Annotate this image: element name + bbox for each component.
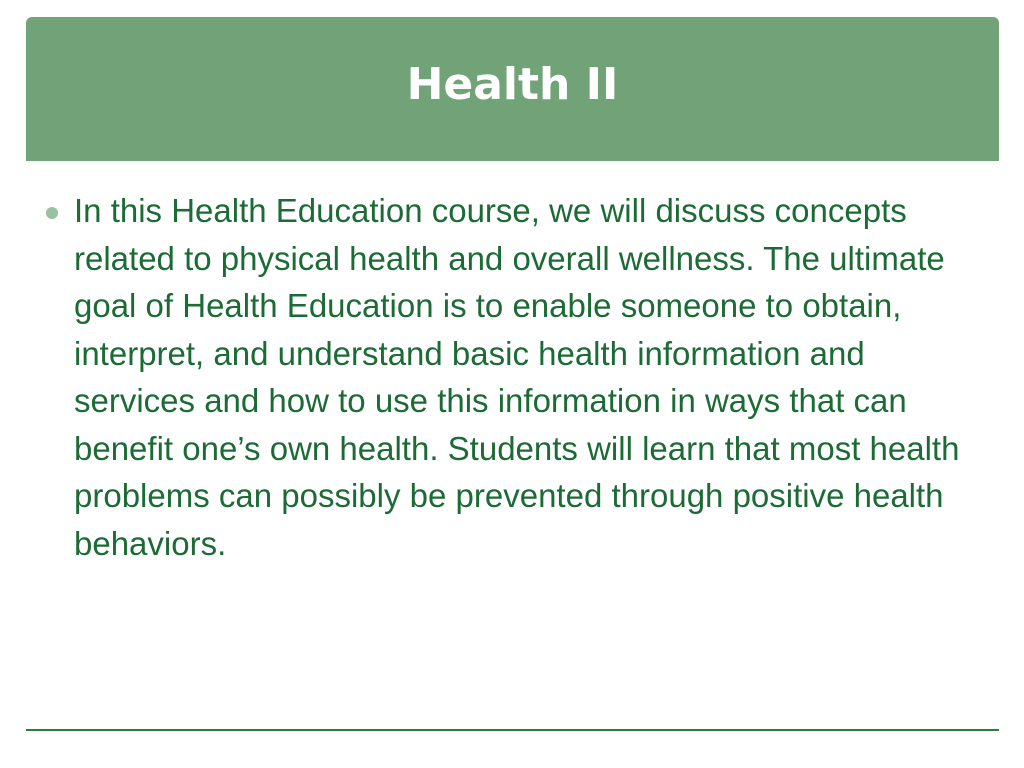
bullet-text: In this Health Education course, we will discuss concepts related to physical health and overall wellness. The ultimate goal of Health Education is to enable someone to obtain, interpret, and understand basic health information and services and how to use this information in ways that can benefit one’s own health. Students will learn that most health problems can possibly be prevented through positive health behaviors.	[74, 192, 960, 562]
title-bar	[26, 17, 999, 161]
bullet-item	[44, 187, 964, 567]
slide-body	[44, 187, 964, 567]
slide-title: Health II	[406, 58, 619, 110]
bottom-divider	[26, 729, 999, 731]
bullet-icon	[46, 207, 58, 219]
